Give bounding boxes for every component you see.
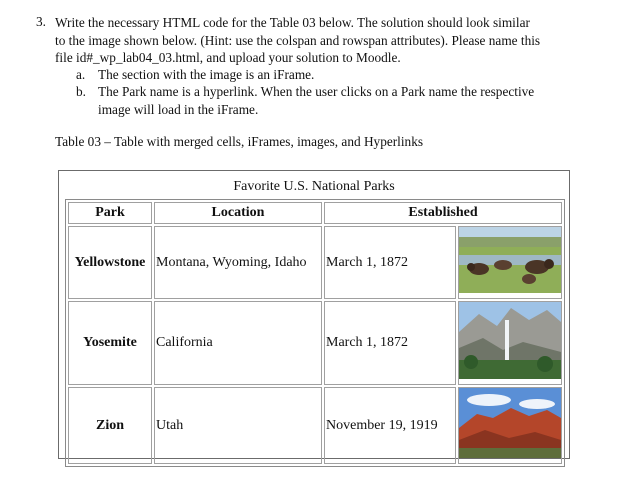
table-row xyxy=(68,301,562,385)
location-cell: Montana, Wyoming, Idaho xyxy=(154,226,322,299)
table-row xyxy=(68,387,562,464)
table-row xyxy=(68,226,562,299)
park-link-zion[interactable]: Zion xyxy=(95,417,124,433)
established-cell: March 1, 1872 xyxy=(324,301,456,385)
header-park: Park xyxy=(68,202,152,224)
parks-table xyxy=(65,199,565,467)
table-screenshot xyxy=(58,170,570,459)
question-line: Write the necessary HTML code for the Table 03 below. The solution should look similar xyxy=(55,15,530,30)
header-row xyxy=(68,202,562,224)
park-link-yosemite[interactable]: Yosemite xyxy=(83,335,137,350)
park-name-cell[interactable] xyxy=(68,226,152,299)
question-line: to the image shown below. (Hint: use the colspan and rowspan attributes). Please name this xyxy=(55,32,541,48)
established-cell: March 1, 1872 xyxy=(324,226,456,299)
park-name-cell[interactable] xyxy=(68,387,152,464)
park-image-frame xyxy=(458,226,562,299)
sub-item-a xyxy=(76,66,586,84)
sub-item-line: The Park name is a hyperlink. When the user clicks on a Park name the respective xyxy=(98,84,535,99)
sub-item-line: The section with the image is an iFrame. xyxy=(98,67,315,82)
table-caption: Table 03 – Table with merged cells, iFrames, images, and Hyperlinks xyxy=(55,134,424,149)
question-number: 3. xyxy=(36,14,46,29)
park-name-cell[interactable] xyxy=(68,301,152,385)
sub-item-marker: a. xyxy=(76,67,86,82)
sub-item-line: image will load in the iFrame. xyxy=(98,101,259,117)
park-link-yellowstone[interactable]: Yellowstone xyxy=(74,254,146,270)
bison-herd-image xyxy=(459,227,561,293)
location-cell: California xyxy=(154,301,322,385)
established-cell: November 19, 1919 xyxy=(324,387,456,464)
question-text xyxy=(55,14,585,67)
park-image-frame xyxy=(458,387,562,464)
location-cell: Utah xyxy=(154,387,322,464)
header-location: Location xyxy=(154,202,322,224)
waterfall-image xyxy=(459,302,561,379)
question-line: file id#_wp_lab04_03.html, and upload your solution to Moodle. xyxy=(55,50,401,65)
header-established: Established xyxy=(324,202,562,224)
sub-item-marker: b. xyxy=(76,84,86,99)
table-title: Favorite U.S. National Parks xyxy=(233,179,395,194)
red-canyon-image xyxy=(459,388,561,458)
sub-item-b xyxy=(76,83,586,119)
park-image-frame xyxy=(458,301,562,385)
